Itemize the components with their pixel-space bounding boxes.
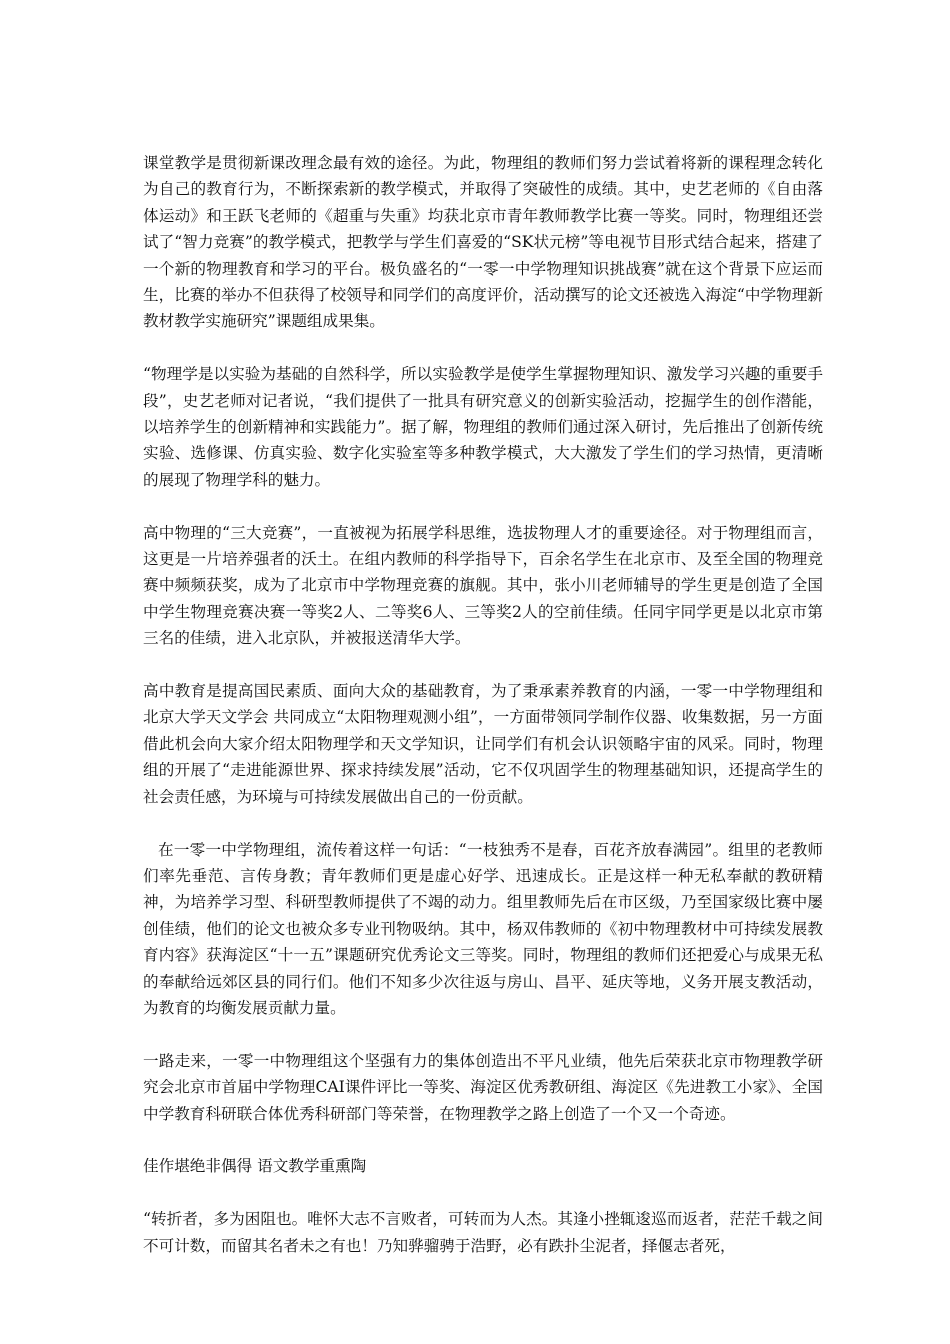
- paragraph-achievements: 一路走来，一零一中物理组这个坚强有力的集体创造出不平凡业绩，他先后荣获北京市物理教学研究会北京市首届中学物理CAI课件评比一等奖、海淀区优秀教研组、海淀区《先进教工小家》、全国中学教育科研联合体优秀科研部门等荣誉，在物理教学之路上创造了一个又一个奇迹。: [143, 1051, 823, 1123]
- paragraph-solar-observation: 高中教育是提高国民素质、面向大众的基础教育，为了秉承素养教育的内涵，一零一中学物理组和北京大学天文学会 共同成立“太阳物理观测小组”，一方面带领同学制作仪器、收集数据，另一方面借此机会向大家介绍太阳物理学和天文学知识，让同学们有机会认识领略宇宙的风采。同时，物理组的开展了“走进能源世界、探求持续发展”活动，它不仅巩固学生的物理基础知识，还提高学生的社会责任感，为环境与可持续发展做出自己的一份贡献。: [143, 682, 823, 806]
- paragraph-team-spirit: 在一零一中学物理组，流传着这样一句话：“一枝独秀不是春，百花齐放春满园”。组里的老教师们率先垂范、言传身教；青年教师们更是虚心好学、迅速成长。正是这样一种无私奉献的教研精神，为培养学习型、科研型教师提供了不竭的动力。组里教师先后在市区级，乃至国家级比赛中屡创佳绩，他们的论文也被众多专业刊物吸纳。其中，杨双伟教师的《初中物理教材中可持续发展教育内容》获海淀区“十一五”课题研究优秀论文三等奖。同时，物理组的教师们还把爱心与成果无私的奉献给远郊区县的同行们。他们不知多少次往返与房山、昌平、延庆等地，义务开展支教活动，为教育的均衡发展贡献力量。: [143, 840, 823, 1017]
- section-heading: 佳作堪绝非偶得 语文教学重熏陶: [143, 1157, 367, 1176]
- paragraph-physics-competition: 高中物理的“三大竞赛”，一直被视为拓展学科思维，选拔物理人才的重要途径。对于物理组而言，这更是一片培养强者的沃土。在组内教师的科学指导下，百余名学生在北京市、及至全国的物理竞赛中频频获奖，成为了北京市中学物理竞赛的旗舰。其中，张小川老师辅导的学生更是创造了全国中学生物理竞赛决赛一等奖2人、二等奖6人、三等奖2人的空前佳绩。任同宇同学更是以北京市第三名的佳绩，进入北京队，并被报送清华大学。: [143, 523, 823, 648]
- paragraph-experiment-teaching: “物理学是以实验为基础的自然科学，所以实验教学是使学生掌握物理知识、激发学习兴趣的重要手段”，史艺老师对记者说，“我们提供了一批具有研究意义的创新实验活动，挖掘学生的创作潜能，以培养学生的创新精神和实践能力”。据了解，物理组的教师们通过深入研讨，先后推出了创新传统实验、选修课、仿真实验、数字化实验室等多种教学模式，大大激发了学生们的学习热情，更清晰的展现了物理学科的魅力。: [143, 365, 823, 489]
- document-body: [143, 150, 823, 1285]
- paragraph-chinese-teaching: “转折者，多为困阻也。唯怀大志不言败者，可转而为人杰。其逢小挫辄逡巡而返者，茫茫千载之间不可计数，而留其名者未之有也！乃知骅骝骋于浩野，必有跌扑尘泥者，择偃志者死，: [143, 1210, 823, 1255]
- paragraph-teaching-practice: 课堂教学是贯彻新课改理念最有效的途径。为此，物理组的教师们努力尝试着将新的课程理念转化为自己的教育行为，不断探索新的教学模式，并取得了突破性的成绩。其中，史艺老师的《自由落体运动》和王跃飞老师的《超重与失重》均获北京市青年教师教学比赛一等奖。同时，物理组还尝试了“智力竞赛”的教学模式，把教学与学生们喜爱的“SK状元榜”等电视节目形式结合起来，搭建了一个新的物理教育和学习的平台。极负盛名的“一零一中学物理知识挑战赛”就在这个背景下应运而生，比赛的举办不但获得了校领导和同学们的高度评价，活动撰写的论文还被选入海淀“中学物理新教材教学实施研究”课题组成果集。: [143, 154, 823, 331]
